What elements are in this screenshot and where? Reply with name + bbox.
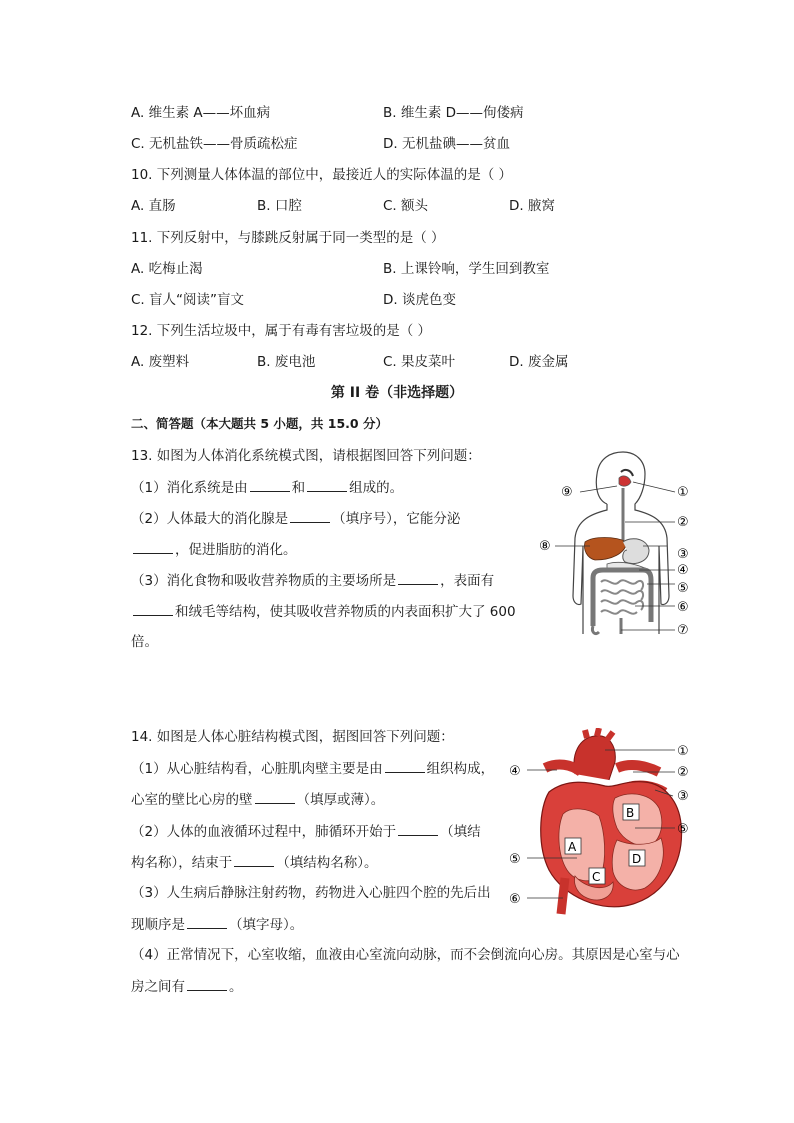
q14-part4-cont	[131, 976, 243, 997]
q10-stem: 10. 下列测量人体体温的部位中，最接近人的实际体温的是（ ）	[131, 167, 513, 183]
heart-label-3: ③	[677, 789, 689, 804]
q11-option-d: D. 谈虎色变	[383, 292, 456, 308]
q13-p2-text-c: ，促进脂肪的消化。	[175, 542, 297, 558]
q13-p1-text-c: 组成的。	[349, 480, 404, 496]
digestive-label-1: ①	[677, 485, 689, 500]
q14-p1-text-a: （1）从心脏结构看，心脏肌肉壁主要是由	[131, 761, 383, 777]
q9-option-a: A. 维生素 A——坏血病	[131, 105, 271, 121]
answer-blank[interactable]	[255, 789, 295, 804]
q14-part2-cont	[131, 852, 378, 873]
q14-p4-text-b: 房之间有	[131, 979, 185, 995]
digestive-label-9: ⑨	[561, 485, 573, 500]
q10-option-b: B. 口腔	[257, 198, 302, 214]
q11-option-b: B. 上课铃响，学生回到教室	[383, 261, 550, 277]
answer-blank[interactable]	[290, 508, 330, 523]
answer-blank[interactable]	[398, 570, 438, 585]
q14-p3-text-c: （填字母）。	[229, 917, 304, 933]
q14-p2-text-d: （填结构名称）。	[276, 855, 378, 871]
q14-part2	[131, 821, 481, 842]
chamber-label-c: C	[592, 870, 601, 884]
digestive-label-5: ⑤	[677, 581, 689, 596]
q12-option-a: A. 废塑料	[131, 354, 190, 370]
q14-p2-text-c: 构名称），结束于	[131, 855, 233, 871]
q13-p3-text-b: ，表面有	[440, 573, 495, 589]
q10-option-c: C. 额头	[383, 198, 429, 214]
q14-part1	[131, 758, 494, 779]
q9-option-b: B. 维生素 D——佝偻病	[383, 105, 524, 121]
q13-part2	[131, 508, 460, 529]
q12-option-d: D. 废金属	[509, 354, 569, 370]
answer-blank[interactable]	[133, 539, 173, 554]
q13-part2-cont	[131, 539, 297, 560]
heart-label-5-left: ⑤	[509, 852, 521, 867]
answer-blank[interactable]	[250, 477, 290, 492]
q12-stem: 12. 下列生活垃圾中，属于有毒有害垃圾的是（ ）	[131, 323, 432, 339]
q13-p3-text-c: 和绒毛等结构，使其吸收营养物质的内表面积扩大了 600	[175, 604, 516, 620]
q11-stem: 11. 下列反射中，与膝跳反射属于同一类型的是（ ）	[131, 230, 445, 246]
q13-p3-text-a: （3）消化食物和吸收营养物质的主要场所是	[131, 573, 397, 589]
answer-blank[interactable]	[133, 601, 173, 616]
chamber-label-a: A	[568, 840, 577, 854]
heart-label-1: ①	[677, 744, 689, 759]
q9-option-d: D. 无机盐碘——贫血	[383, 136, 510, 152]
q13-part3-cont	[131, 601, 516, 622]
q14-stem: 14. 如图是人体心脏结构模式图，据图回答下列问题：	[131, 729, 454, 745]
answer-blank[interactable]	[307, 477, 347, 492]
digestive-label-3: ③	[677, 547, 689, 562]
q14-part4: （4）正常情况下，心室收缩，血液由心室流向动脉，而不会倒流向心房。其原因是心室与心	[131, 947, 680, 963]
digestive-label-2: ②	[677, 515, 689, 530]
q12-option-c: C. 果皮菜叶	[383, 354, 456, 370]
heart-label-5-right: ⑤	[677, 822, 689, 837]
digestive-system-figure	[535, 446, 710, 636]
q14-p1-text-b: 组织构成，	[426, 761, 495, 777]
q14-p1-text-d: （填厚或薄）。	[296, 792, 385, 808]
answer-blank[interactable]	[187, 914, 227, 929]
q10-option-d: D. 腋窝	[509, 198, 555, 214]
digestive-label-8: ⑧	[539, 539, 551, 554]
q14-part3-cont	[131, 914, 303, 935]
q14-p3-text-b: 现顺序是	[131, 917, 185, 933]
answer-blank[interactable]	[234, 852, 274, 867]
q14-part1-cont	[131, 789, 384, 810]
heart-structure-figure	[505, 728, 705, 918]
q14-p4-text-c: 。	[229, 979, 243, 995]
heart-label-6: ⑥	[509, 892, 521, 907]
digestive-label-4: ④	[677, 563, 689, 578]
q14-p1-text-c: 心室的壁比心房的壁	[131, 792, 253, 808]
section-title: 第 II 卷（非选择题）	[330, 385, 464, 401]
q14-part3: （3）人生病后静脉注射药物，药物进入心脏四个腔的先后出	[131, 885, 491, 901]
answer-blank[interactable]	[187, 976, 227, 991]
q11-option-a: A. 吃梅止渴	[131, 261, 203, 277]
q13-part3	[131, 570, 494, 591]
q13-p1-text-b: 和	[291, 480, 306, 496]
section-heading: 二、简答题（本大题共 5 小题，共 15.0 分）	[131, 416, 388, 431]
q14-p2-text-b: （填结	[440, 824, 481, 840]
q13-stem: 13. 如图为人体消化系统模式图，请根据图回答下列问题：	[131, 448, 481, 464]
q13-p2-text-b: （填序号），它能分泌	[332, 511, 461, 527]
q11-option-c: C. 盲人“阅读”盲文	[131, 292, 244, 308]
q13-p2-text-a: （2）人体最大的消化腺是	[131, 511, 289, 527]
digestive-label-6: ⑥	[677, 600, 689, 615]
answer-blank[interactable]	[398, 821, 438, 836]
q13-p1-text-a: （1）消化系统是由	[131, 480, 248, 496]
q12-option-b: B. 废电池	[257, 354, 316, 370]
answer-blank[interactable]	[385, 758, 425, 773]
chamber-label-b: B	[626, 806, 635, 820]
q13-part1	[131, 477, 403, 498]
chamber-label-d: D	[632, 852, 642, 866]
q10-option-a: A. 直肠	[131, 198, 176, 214]
q9-option-c: C. 无机盐铁——骨质疏松症	[131, 136, 298, 152]
q14-p2-text-a: （2）人体的血液循环过程中，肺循环开始于	[131, 824, 397, 840]
q13-part3-end: 倍。	[131, 634, 158, 650]
heart-label-2: ②	[677, 765, 689, 780]
digestive-label-7: ⑦	[677, 623, 689, 636]
heart-label-4: ④	[509, 764, 521, 779]
